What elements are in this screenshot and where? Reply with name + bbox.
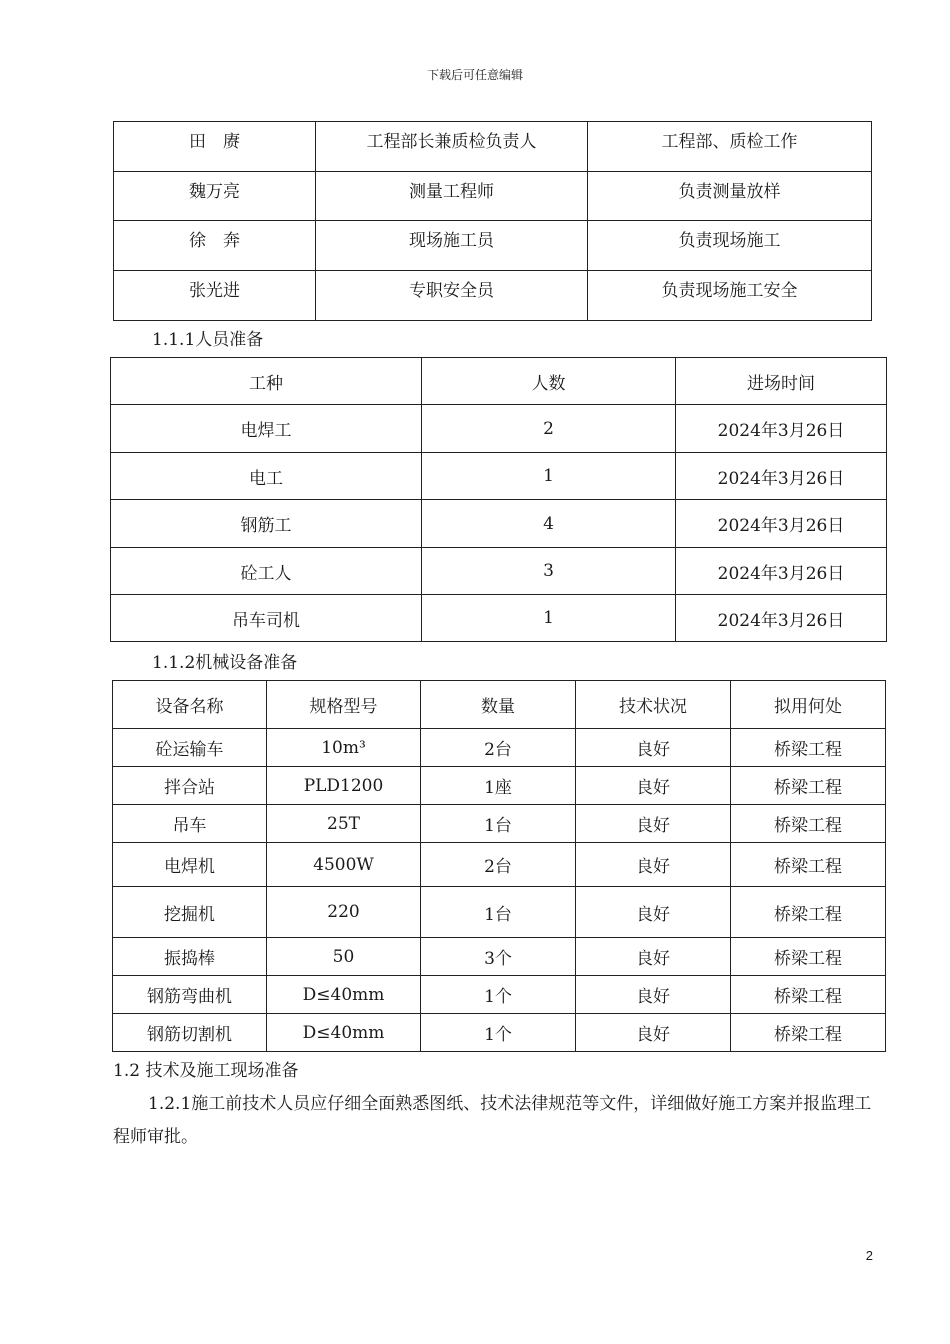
table-cell: 1座 <box>421 767 576 805</box>
table-row <box>114 122 872 172</box>
table-row <box>113 843 886 887</box>
table-cell: 2024年3月26日 <box>676 548 887 595</box>
table-cell: 现场施工员 <box>316 221 588 271</box>
table-row <box>113 887 886 938</box>
section-heading-technical: 1.2 技术及施工现场准备 <box>113 1061 299 1081</box>
table-cell: 负责现场施工安全 <box>588 271 872 321</box>
table-row <box>113 938 886 976</box>
table-cell: 张光进 <box>114 271 316 321</box>
page-number: 2 <box>865 1248 873 1263</box>
table-cell: 工程部长兼质检负责人 <box>316 122 588 172</box>
column-header: 拟用何处 <box>731 681 886 729</box>
table-cell: 桥梁工程 <box>731 767 886 805</box>
table-cell: 2 <box>422 405 676 453</box>
labor-table <box>110 357 887 642</box>
table-cell: 振捣棒 <box>113 938 267 976</box>
table-cell: 负责测量放样 <box>588 172 872 221</box>
table-cell: 桥梁工程 <box>731 887 886 938</box>
table-cell: 10m³ <box>267 729 421 767</box>
table-cell: 桥梁工程 <box>731 843 886 887</box>
table-cell: 桥梁工程 <box>731 938 886 976</box>
column-header: 工种 <box>111 358 422 405</box>
table-cell: 50 <box>267 938 421 976</box>
table-cell: 钢筋切割机 <box>113 1014 267 1052</box>
table-cell: 魏万亮 <box>114 172 316 221</box>
table-cell: 良好 <box>576 729 731 767</box>
table-cell: 2台 <box>421 843 576 887</box>
table-cell: 田 赓 <box>114 122 316 172</box>
table-cell: 1个 <box>421 976 576 1014</box>
table-cell: 4500W <box>267 843 421 887</box>
column-header: 人数 <box>422 358 676 405</box>
table-cell: 拌合站 <box>113 767 267 805</box>
table-cell: 钢筋弯曲机 <box>113 976 267 1014</box>
column-header: 数量 <box>421 681 576 729</box>
column-header: 进场时间 <box>676 358 887 405</box>
table-cell: 2024年3月26日 <box>676 500 887 548</box>
table-row <box>111 500 887 548</box>
table-row <box>114 271 872 321</box>
table-cell: 良好 <box>576 767 731 805</box>
table-cell: 1个 <box>421 1014 576 1052</box>
page-header: 下载后可任意编辑 <box>426 68 523 82</box>
table-cell: 良好 <box>576 843 731 887</box>
table-cell: D≤40mm <box>267 1014 421 1052</box>
table-cell: 吊车 <box>113 805 267 843</box>
table-cell: 2024年3月26日 <box>676 453 887 500</box>
column-header: 技术状况 <box>576 681 731 729</box>
table-cell: 桥梁工程 <box>731 729 886 767</box>
table-cell: 工程部、质检工作 <box>588 122 872 172</box>
table-row <box>111 548 887 595</box>
table-cell: 钢筋工 <box>111 500 422 548</box>
table-row <box>114 172 872 221</box>
table-cell: 25T <box>267 805 421 843</box>
table-row <box>113 729 886 767</box>
table-cell: 2台 <box>421 729 576 767</box>
table-cell: 砼工人 <box>111 548 422 595</box>
table-cell: 1台 <box>421 805 576 843</box>
table-row <box>111 595 887 642</box>
staff-table <box>113 121 872 321</box>
table-cell: 1 <box>422 595 676 642</box>
table-cell: 测量工程师 <box>316 172 588 221</box>
table-cell: 4 <box>422 500 676 548</box>
table-row <box>111 453 887 500</box>
column-header: 设备名称 <box>113 681 267 729</box>
table-cell: 2024年3月26日 <box>676 595 887 642</box>
table-cell: D≤40mm <box>267 976 421 1014</box>
table-cell: 良好 <box>576 1014 731 1052</box>
table-cell: 挖掘机 <box>113 887 267 938</box>
table-cell: 桥梁工程 <box>731 1014 886 1052</box>
table-cell: 电焊工 <box>111 405 422 453</box>
table-cell: 3个 <box>421 938 576 976</box>
table-cell: 良好 <box>576 887 731 938</box>
section-heading-personnel: 1.1.1人员准备 <box>152 330 264 350</box>
table-cell: 良好 <box>576 976 731 1014</box>
table-cell: 徐 奔 <box>114 221 316 271</box>
table-row <box>114 221 872 271</box>
table-cell: 电工 <box>111 453 422 500</box>
table-cell: 专职安全员 <box>316 271 588 321</box>
table-row <box>113 767 886 805</box>
table-cell: 220 <box>267 887 421 938</box>
table-cell: 1台 <box>421 887 576 938</box>
table-cell: 2024年3月26日 <box>676 405 887 453</box>
table-cell: 吊车司机 <box>111 595 422 642</box>
table-cell: 良好 <box>576 805 731 843</box>
table-header-row <box>113 681 886 729</box>
table-cell: 1 <box>422 453 676 500</box>
table-row <box>113 976 886 1014</box>
table-cell: PLD1200 <box>267 767 421 805</box>
table-row <box>113 1014 886 1052</box>
table-cell: 砼运输车 <box>113 729 267 767</box>
equipment-table <box>112 680 886 1052</box>
table-cell: 良好 <box>576 938 731 976</box>
table-row <box>113 805 886 843</box>
paragraph-technical-preparation: 1.2.1施工前技术人员应仔细全面熟悉图纸、技术法律规范等文件，详细做好施工方案并报监理工程师审批。 <box>113 1094 872 1147</box>
column-header: 规格型号 <box>267 681 421 729</box>
table-cell: 负责现场施工 <box>588 221 872 271</box>
table-cell: 电焊机 <box>113 843 267 887</box>
table-cell: 桥梁工程 <box>731 805 886 843</box>
table-cell: 3 <box>422 548 676 595</box>
table-cell: 桥梁工程 <box>731 976 886 1014</box>
table-row <box>111 405 887 453</box>
section-heading-equipment: 1.1.2机械设备准备 <box>152 653 298 673</box>
table-header-row <box>111 358 887 405</box>
